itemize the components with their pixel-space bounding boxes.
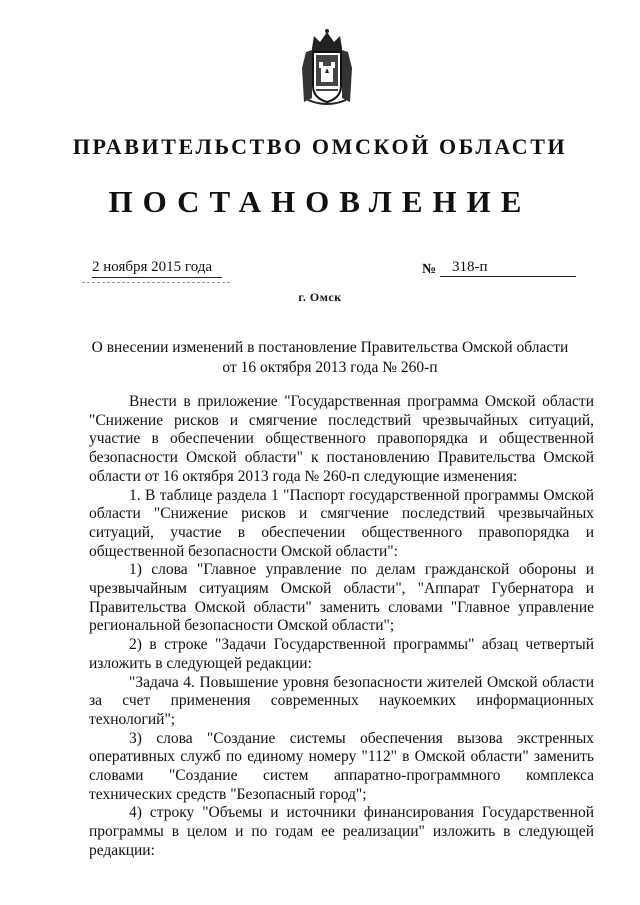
document-title-line-1: О внесении изменений в постановление Правительства Омской области — [91, 339, 569, 356]
subitem-3-paragraph: 3) слова "Создание системы обеспечения вызова экстренных оперативных служб по единому номеру "112" в Омской области" заменить словами "Создание систем аппаратно-программного комплекса технических средств "Безопасный город"; — [89, 729, 594, 803]
quoted-task-paragraph: "Задача 4. Повышение уровня безопасности жителей Омской области за счет применения современных наукоемких информационных технологий"; — [89, 673, 594, 728]
city: г. Омск — [298, 290, 342, 304]
subitem-4-paragraph: 4) строку "Объемы и источники финансирования Государственной программы в целом и по годам ее реализации" изложить в следующей редакции: — [89, 804, 594, 859]
number-sign: № — [422, 262, 437, 277]
subitem-2-paragraph: 2) в строке "Задачи Государственной программы" абзац четвертый изложить в следующей редакции: — [89, 636, 594, 672]
item-1-paragraph: 1. В таблице раздела 1 "Паспорт государственной программы Омской области "Снижение рисков и смягчение последствий чрезвычайных ситуаций, участие в обеспечении общественного правопорядка и общественной безопасности Омской области": — [89, 486, 594, 560]
coat-of-arms-emblem — [298, 28, 356, 106]
government-name: ПРАВИТЕЛЬСТВО ОМСКОЙ ОБЛАСТИ — [72, 134, 568, 159]
document-date: 2 ноября 2015 года — [92, 259, 222, 278]
document-title-line-2: от 16 октября 2013 года № 260-п — [222, 359, 438, 376]
document-number: 318-п — [440, 259, 576, 277]
date-divider — [82, 282, 230, 283]
intro-paragraph: Внести в приложение "Государственная программа Омской области "Снижение рисков и смягчение последствий чрезвычайных ситуаций, участие в обеспечении общественного правопорядка и общественной безопасности Омской области" к постановлению Правительства Омской области от 16 октября 2013 года № 260-п следующие изменения: — [89, 393, 594, 485]
subitem-1-paragraph: 1) слова "Главное управление по делам гражданской обороны и чрезвычайным ситуациям Омской области", "Аппарат Губернатора и Правительства Омской области" заменить словами "Главное управление региональной безопасности Омской области"; — [89, 561, 594, 635]
document-type: ПОСТАНОВЛЕНИЕ — [108, 184, 532, 219]
document-body — [89, 393, 594, 861]
